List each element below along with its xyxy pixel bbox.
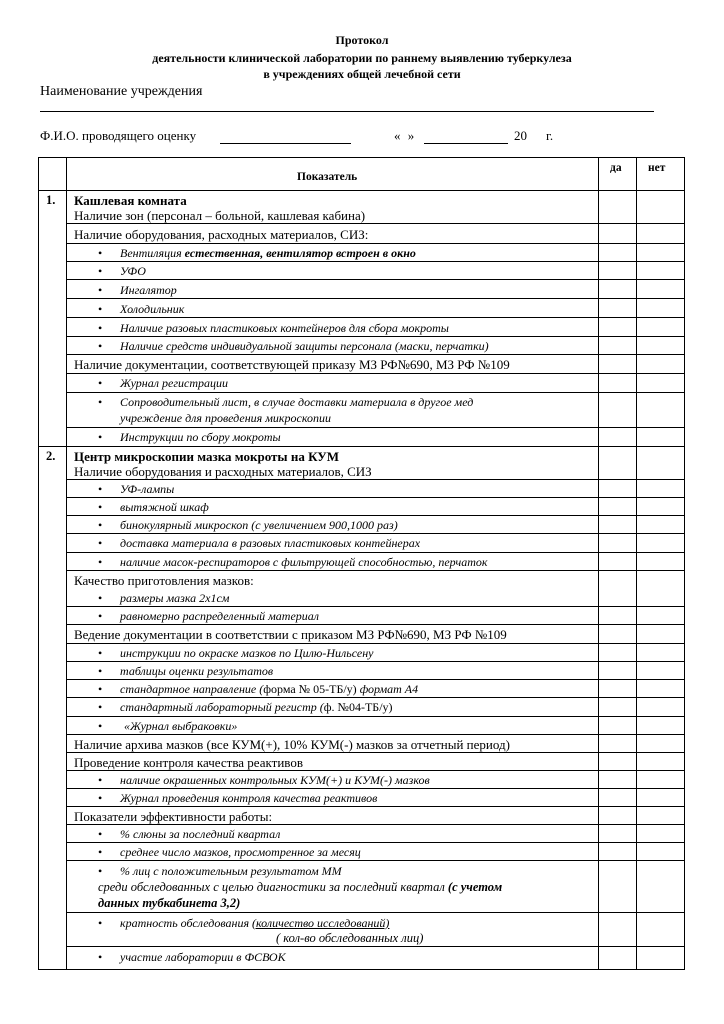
row-line [66,479,685,480]
item-text: УФ-лампы [120,482,175,496]
row-text: Наличие зон (персонал – больной, кашлевая кабина) [74,208,366,223]
row-text: Наличие архива мазков (все КУМ(+), 10% КУМ(-) мазков за отчетный период) [74,737,510,752]
bullet-icon: • [98,700,103,714]
row-line [66,354,685,355]
row-line [66,223,685,224]
bullet-icon: • [98,500,103,514]
row-line [66,752,685,753]
item-text: Наличие средств индивидуальной защиты персонала (маски, перчатки) [120,339,489,353]
item-text: наличие окрашенных контрольных КУМ(+) и КУМ(-) мазков [120,773,430,787]
item-text: Инструкции по сбору мокроты [120,430,281,444]
item-text: Журнал проведения контроля качества реактивов [120,791,378,805]
item-text: Сопроводительный лист, в случае доставки материала в другое мед [120,395,474,409]
row-line [66,427,685,428]
row-line [66,497,685,498]
row-line [66,661,685,662]
bullet-icon: • [98,555,103,569]
bullet-icon: • [98,395,103,409]
table-bottom-border [38,969,685,970]
row-line [66,946,685,947]
row-line [66,336,685,337]
item-text: кратность обследования [120,916,253,930]
bullet-icon: • [98,664,103,678]
row-line [66,860,685,861]
item-text: участие лаборатории в ФСВОК [120,950,286,964]
table-border-left [38,157,39,970]
row-line [66,243,685,244]
row-line [66,298,685,299]
col-header-indicator: Показатель [297,171,358,183]
protocol-subtitle-2: в учреждениях общей лечебной сети [263,67,461,81]
bullet-icon: • [98,536,103,550]
bullet-icon: • [98,719,103,733]
col-header-yes: да [610,162,622,174]
row-line [66,643,685,644]
row-line [66,606,685,607]
bullet-icon: • [98,518,103,532]
item-text: учреждение для проведения микроскопии [120,411,332,425]
item-text: стандартное направление ( [120,682,264,696]
item-text-bold: (с учетом [447,880,503,894]
item-text-upright: форма № 05-ТБ/у) [263,682,357,696]
bullet-icon: • [98,791,103,805]
date-year-prefix: 20 [514,128,527,143]
date-month-field-line [424,143,508,144]
table-header-bottom [38,190,685,191]
item-text: вытяжной шкаф [120,500,209,514]
section-number: 1. [46,193,56,207]
bullet-icon: • [98,264,103,278]
bullet-icon: • [98,246,103,260]
bullet-icon: • [98,827,103,841]
item-text: среднее число мазков, просмотренное за месяц [120,845,361,859]
bullet-icon: • [98,646,103,660]
row-text: Ведение документации в соответствии с приказом МЗ РФ№690, МЗ РФ №109 [74,627,507,642]
item-text-underlined: (количество исследований) [252,916,390,930]
item-text: «Журнал выбраковки» [124,719,238,733]
item-text: формат А4 [356,682,419,696]
row-line [66,806,685,807]
item-text: % слюны за последний квартал [120,827,281,841]
row-line [66,788,685,789]
item-text: наличие масок-респираторов с фильтрующей способностью, перчаток [120,555,488,569]
bullet-icon: • [98,916,103,930]
date-day-quotes: « » [394,128,417,143]
item-text: Холодильник [120,302,185,316]
row-line [66,842,685,843]
item-text: размеры мазка 2х1см [120,591,230,605]
protocol-title: Протокол [335,33,389,47]
bullet-icon: • [98,773,103,787]
item-text-upright: ф. №04-ТБ/у) [323,700,393,714]
col-header-no: нет [648,162,666,174]
item-text: стандартный лабораторный регистр ( [120,700,324,714]
row-text: Наличие документации, соответствующей приказу МЗ РФ№690, МЗ РФ №109 [74,357,510,372]
list-item-continuation: ( кол-во обследованных лиц) [276,931,424,945]
row-line [66,824,685,825]
row-text: Наличие оборудования, расходных материалов, СИЗ: [74,227,369,242]
row-line [66,734,685,735]
bullet-icon: • [98,283,103,297]
date-year-suffix: г. [546,128,554,143]
bullet-icon: • [98,321,103,335]
bullet-icon: • [98,302,103,316]
item-text: инструкции по окраске мазков по Цилю-Нильсену [120,646,374,660]
bullet-icon: • [98,376,103,390]
section-title: Кашлевая комната [74,193,187,208]
row-line [66,570,685,571]
item-text: Вентиляция [120,246,185,260]
org-name-field-line [40,111,654,112]
item-text-bold: естественная, вентилятор встроен в окно [184,246,416,260]
row-line [66,679,685,680]
row-line [66,716,685,717]
bullet-icon: • [98,609,103,623]
item-text: Ингалятор [120,283,177,297]
row-line [66,533,685,534]
bullet-icon: • [98,864,103,878]
row-line [66,770,685,771]
item-text: равномерно распределенный материал [120,609,320,623]
bullet-icon: • [98,845,103,859]
bullet-icon: • [98,339,103,353]
assessor-name-label: Ф.И.О. проводящего оценку [40,128,197,143]
bullet-icon: • [98,682,103,696]
bullet-icon: • [98,482,103,496]
row-line [66,392,685,393]
row-line [66,624,685,625]
list-item-continuation: данных тубкабинета 3,2) [98,896,241,910]
item-text: УФО [120,264,146,278]
table-top-border [38,157,685,158]
row-text: Показатели эффективности работы: [74,809,273,824]
section-title: Центр микроскопии мазка мокроты на КУМ [74,449,340,464]
bullet-icon: • [98,591,103,605]
row-line [66,373,685,374]
item-text: Журнал регистрации [120,376,228,390]
row-line [66,317,685,318]
item-text: бинокулярный микроскоп (с увеличением 900,1000 раз) [120,518,398,532]
row-line [66,697,685,698]
row-line [66,515,685,516]
item-text: доставка материала в разовых пластиковых контейнерах [120,536,421,550]
row-text: Наличие оборудования и расходных материалов, СИЗ [74,464,372,479]
item-text: Наличие разовых пластиковых контейнеров для сбора мокроты [120,321,449,335]
row-line [66,279,685,280]
assessor-name-field-line [220,143,351,144]
section-1-end [38,446,685,447]
row-line [66,912,685,913]
protocol-subtitle: деятельности клинической лаборатории по раннему выявлению туберкулеза [152,51,572,65]
row-line [66,552,685,553]
row-line [66,261,685,262]
list-item-continuation [98,880,502,894]
item-text: % лиц с положительным результатом ММ [120,864,342,878]
row-text: Качество приготовления мазков: [74,573,254,588]
item-text: среди обследованных с целью диагностики за последний квартал [98,880,448,894]
section-number: 2. [46,449,56,463]
item-text: таблицы оценки результатов [120,664,274,678]
bullet-icon: • [98,430,103,444]
bullet-icon: • [98,950,103,964]
row-text: Проведение контроля качества реактивов [74,755,303,770]
org-name-label: Наименование учреждения [40,84,203,99]
